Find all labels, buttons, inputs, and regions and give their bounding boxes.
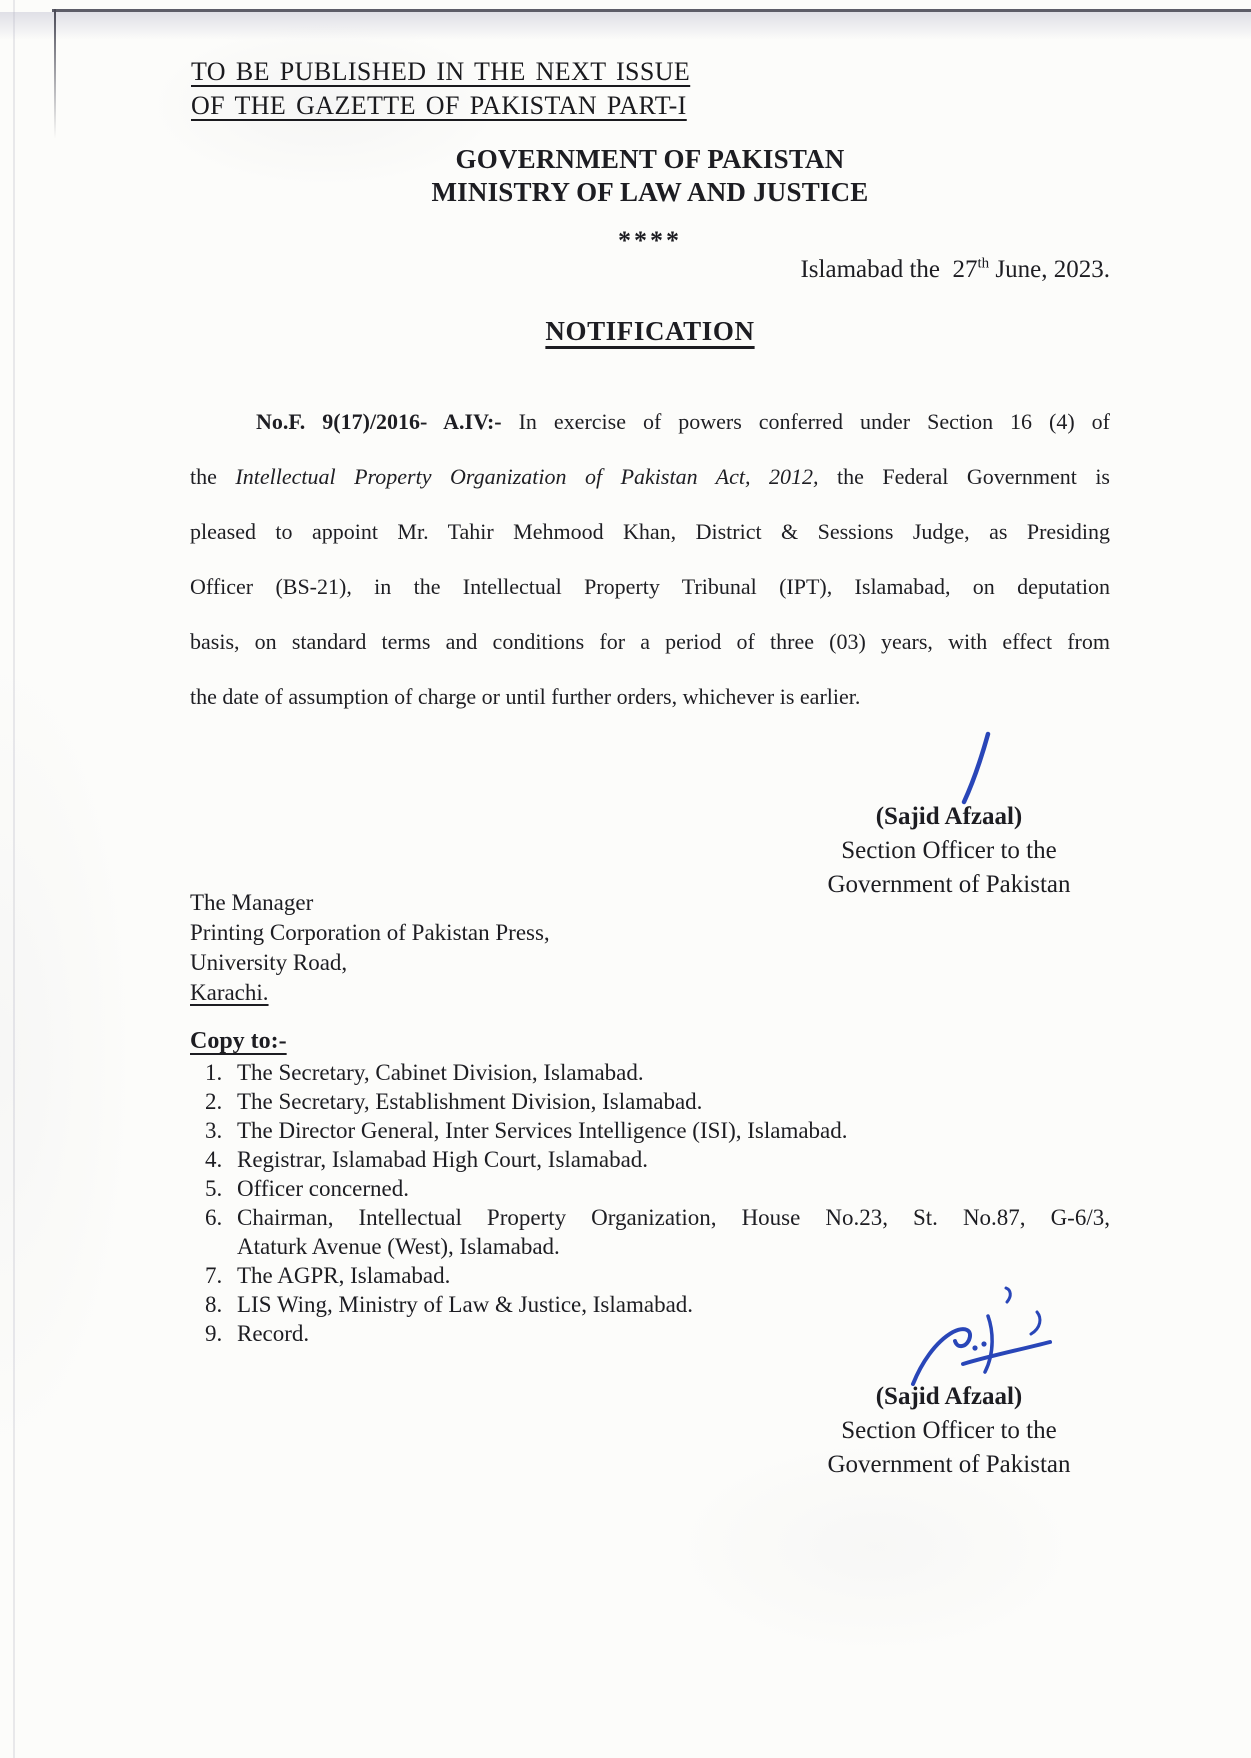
signatory-name: (Sajid Afzaal)	[875, 803, 1023, 830]
signatory-title-1: Section Officer to the	[841, 837, 1057, 864]
body-line-1: No.F. 9(17)/2016- A.IV:- In exercise of powers conferred under Section 16 (4) of	[256, 409, 1110, 434]
addressee-line-2: Printing Corporation of Pakistan Press,	[190, 920, 550, 945]
signatory-title-1: Section Officer to the	[841, 1417, 1057, 1444]
addressee-block	[190, 888, 550, 1008]
body-line-2: the Intellectual Property Organization of Pakistan Act, 2012, the Federal Government is	[190, 464, 1110, 489]
list-item: 4. Registrar, Islamabad High Court, Islamabad.	[205, 1147, 649, 1172]
scan-top-edge-line	[52, 9, 1251, 12]
signatory-name: (Sajid Afzaal)	[875, 1383, 1023, 1410]
list-item-wrap: Ataturk Avenue (West), Islamabad.	[237, 1234, 560, 1259]
scan-top-shadow	[0, 12, 1251, 40]
government-title: GOVERNMENT OF PAKISTAN	[455, 144, 845, 174]
addressee-city: Karachi.	[190, 980, 269, 1005]
star-separator: ****	[618, 226, 682, 255]
body-line-4: Officer (BS-21), in the Intellectual Property Tribunal (IPT), Islamabad, on deputation	[190, 574, 1110, 599]
signatory-title-2: Government of Pakistan	[827, 1451, 1071, 1478]
publish-line-1: TO BE PUBLISHED IN THE NEXT ISSUE	[191, 57, 691, 86]
list-item: 9. Record.	[205, 1321, 310, 1346]
body-line-5: basis, on standard terms and conditions for a period of three (03) years, with effect from	[190, 629, 1110, 654]
list-item: 2. The Secretary, Establishment Division, Islamabad.	[205, 1089, 703, 1114]
date-pre: Islamabad the 27	[800, 256, 978, 283]
date-post: June, 2023.	[989, 256, 1110, 283]
handwritten-signature	[885, 1272, 1055, 1392]
body-line-6: the date of assumption of charge or until further orders, whichever is earlier.	[190, 684, 861, 709]
notification-body	[190, 394, 1110, 724]
list-item: 7. The AGPR, Islamabad.	[205, 1263, 451, 1288]
signature-block-1	[809, 800, 1089, 902]
date-line	[190, 256, 1110, 284]
copy-to-heading: Copy to:-	[190, 1028, 287, 1054]
file-number: No.F. 9(17)/2016- A.IV:-	[256, 409, 502, 434]
addressee-line-1: The Manager	[190, 890, 314, 915]
body-line-3: pleased to appoint Mr. Tahir Mehmood Khan, District & Sessions Judge, as Presiding	[190, 519, 1110, 544]
list-item: 1. The Secretary, Cabinet Division, Islamabad.	[205, 1060, 644, 1085]
publish-line-2: OF THE GAZETTE OF PAKISTAN PART-I	[191, 91, 687, 120]
signature-block-2	[809, 1380, 1089, 1482]
list-item: 6. Chairman, Intellectual Property Organization, House No.23, St. No.87, G-6/3,	[205, 1205, 1110, 1230]
addressee-line-3: University Road,	[190, 950, 348, 975]
notification-heading: NOTIFICATION	[545, 316, 755, 346]
list-item: 3. The Director General, Inter Services Intelligence (ISI), Islamabad.	[205, 1118, 848, 1143]
ministry-title: MINISTRY OF LAW AND JUSTICE	[431, 177, 869, 207]
pen-slash-mark	[942, 726, 997, 811]
scan-left-edge-line	[54, 9, 56, 139]
signatory-title-2: Government of Pakistan	[827, 871, 1071, 898]
scan-left-streak	[13, 0, 15, 1758]
date-ordinal: th	[977, 255, 990, 272]
list-item: 5. Officer concerned.	[205, 1176, 409, 1201]
act-title: Intellectual Property Organization of Pakistan Act, 2012,	[235, 464, 819, 489]
list-item: 8. LIS Wing, Ministry of Law & Justice, Islamabad.	[205, 1292, 694, 1317]
gazette-publish-header	[191, 55, 690, 123]
